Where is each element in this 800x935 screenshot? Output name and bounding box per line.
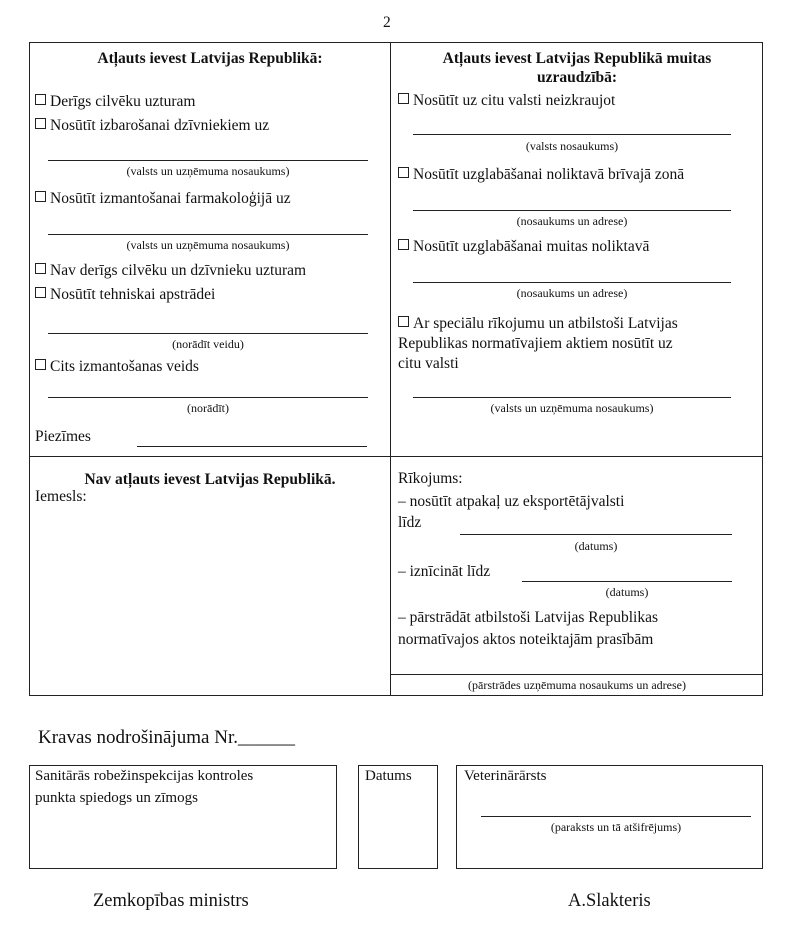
minister-name: A.Slakteris	[568, 891, 651, 911]
date-caption: (datums)	[605, 585, 649, 599]
signature-line[interactable]	[481, 816, 751, 817]
stamp-label-line1: Sanitārās robežinspekcijas kontroles	[35, 768, 254, 784]
option-fit-for-food[interactable]: Derīgs cilvēku uzturam	[35, 93, 195, 111]
checkbox-icon[interactable]	[398, 239, 409, 250]
caption: (valsts un uzņēmuma nosaukums)	[126, 164, 290, 178]
checkbox-icon[interactable]	[35, 263, 46, 274]
minister-title: Zemkopības ministrs	[93, 891, 249, 911]
veterinarian-box[interactable]	[456, 765, 763, 869]
notes-label: Piezīmes	[35, 428, 91, 445]
option-animal-feed[interactable]: Nosūtīt izbarošanai dzīvniekiem uz	[35, 117, 269, 135]
order-return: – nosūtīt atpakaļ uz eksportētājvalsti	[398, 493, 625, 510]
option-other-use[interactable]: Cits izmantošanas veids	[35, 358, 199, 376]
cargo-number-field[interactable]: Kravas nodrošinājuma Nr.______	[38, 727, 295, 748]
option-pharmacology[interactable]: Nosūtīt izmantošanai farmakoloģijā uz	[35, 190, 291, 208]
date-box[interactable]	[358, 765, 438, 869]
special-order-cont1: Republikas normatīvajiem aktiem nosūtīt uz	[398, 335, 673, 352]
order-return-until: līdz	[398, 514, 422, 531]
blank-line[interactable]	[48, 160, 368, 161]
reason-label: Iemesls:	[35, 488, 87, 505]
checkbox-icon[interactable]	[398, 93, 409, 104]
order-process: – pārstrādāt atbilstoši Latvijas Republikas	[398, 609, 659, 626]
blank-line[interactable]	[413, 397, 731, 398]
option-free-zone[interactable]: Nosūtīt uzglabāšanai noliktavā brīvajā zonā	[398, 166, 684, 184]
option-customs-warehouse[interactable]: Nosūtīt uzglabāšanai muitas noliktavā	[398, 238, 649, 256]
order-title: Rīkojums:	[398, 470, 463, 487]
checkbox-icon[interactable]	[35, 118, 46, 129]
checkbox-icon[interactable]	[398, 167, 409, 178]
blank-line[interactable]	[413, 282, 731, 283]
checkbox-icon[interactable]	[35, 287, 46, 298]
option-technical[interactable]: Nosūtīt tehniskai apstrādei	[35, 286, 215, 304]
left-denied-header: Nav atļauts ievest Latvijas Republikā.	[84, 471, 336, 488]
checkbox-icon[interactable]	[35, 94, 46, 105]
option-transit[interactable]: Nosūtīt uz citu valsti neizkraujot	[398, 92, 615, 110]
date-box-label: Datums	[365, 768, 412, 784]
blank-line[interactable]	[48, 234, 368, 235]
date-caption: (datums)	[574, 539, 618, 553]
blank-line[interactable]	[413, 210, 731, 211]
caption: (nosaukums un adrese)	[516, 214, 628, 228]
checkbox-icon[interactable]	[35, 359, 46, 370]
stamp-box[interactable]	[29, 765, 337, 869]
signature-caption: (paraksts un tā atšifrējums)	[550, 820, 682, 834]
caption: (valsts un uzņēmuma nosaukums)	[490, 401, 654, 415]
checkbox-icon[interactable]	[35, 191, 46, 202]
column-divider	[390, 42, 391, 696]
stamp-label-line2: punkta spiedogs un zīmogs	[35, 790, 198, 806]
page-number: 2	[383, 14, 391, 31]
special-order-cont2: citu valsti	[398, 355, 459, 372]
option-special-order[interactable]: Ar speciālu rīkojumu un atbilstoši Latvijas	[398, 315, 678, 333]
caption: (norādīt veidu)	[172, 337, 244, 351]
caption: (valsts nosaukums)	[525, 139, 619, 153]
option-not-fit[interactable]: Nav derīgs cilvēku un dzīvnieku uzturam	[35, 262, 306, 280]
blank-line[interactable]	[390, 674, 763, 675]
date-line[interactable]	[460, 534, 732, 535]
vet-title: Veterinārārsts	[464, 768, 547, 784]
checkbox-icon[interactable]	[398, 316, 409, 327]
notes-line[interactable]	[137, 446, 367, 447]
order-destroy: – iznīcināt līdz	[398, 563, 491, 580]
date-line[interactable]	[522, 581, 732, 582]
left-allowed-header: Atļauts ievest Latvijas Republikā:	[97, 50, 323, 67]
right-customs-header: Atļauts ievest Latvijas Republikā muitas uzraudzībā:	[442, 50, 712, 86]
blank-line[interactable]	[413, 134, 731, 135]
blank-line[interactable]	[48, 397, 368, 398]
blank-line[interactable]	[48, 333, 368, 334]
process-caption: (pārstrādes uzņēmuma nosaukums un adrese)	[468, 678, 686, 692]
caption: (nosaukums un adrese)	[516, 286, 628, 300]
caption: (valsts un uzņēmuma nosaukums)	[126, 238, 290, 252]
row-divider	[29, 456, 763, 457]
order-process-cont: normatīvajos aktos noteiktajām prasībām	[398, 631, 654, 648]
caption: (norādīt)	[187, 401, 229, 415]
